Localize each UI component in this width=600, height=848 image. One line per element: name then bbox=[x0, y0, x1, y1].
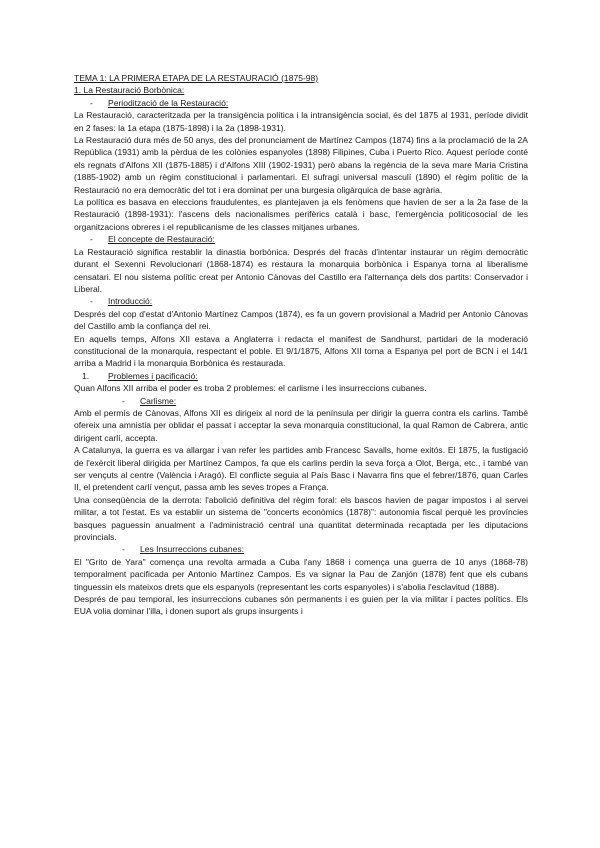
subheading-text: Problemes i pacificació: bbox=[108, 370, 198, 381]
subheading-intro bbox=[74, 295, 528, 307]
paragraph: La política es basava en eleccions fraudulentes, es plantejaven ja els fenòmens que havien de ser a la 2a fase de la Restauració (1898-1931): l'ascens dels nacionalismes perifèrics català i basc, l'emergència politicosocial de les organitzacions obreres i el republicanisme de les classes mitjanes urbanes. bbox=[74, 197, 528, 232]
paragraph: La Restauració significa restablir la dinastia borbònica. Després del fracàs d'intentar instaurar un règim democràtic durant el Sexenni Revolucionari (1868-1874) es restaura la monarquia borbònica i Espanya torna al liberalisme censatari. El nou sistema polític creat per Antonio Cànovas del Castillo era l'alternança dels dos partits: Conservador i Liberal. bbox=[74, 246, 528, 294]
paragraph: La Restauració dura més de 50 anys, des del pronunciament de Martínez Campos (1874) fins a la proclamació de la 2A República (1931) amb la pèrdua de les colònies espanyoles (1898) Filipines, Cuba i Puerto Rico. Aquest període conté els regnats d'Alfons XII (1875-1885) i d'Alfons XIII (1902-1931) però abans la regència de la seva mare Maria Cristina (1885-1902) amb un règim constitucional i parlamentari. El sufragi universal masculí (1890) el règim polític de la Restauració no era democràtic del tot i era dominat per una burgesia oligàrquica de base agrària. bbox=[74, 135, 528, 195]
subheading-text: Introducció: bbox=[108, 296, 153, 307]
subheading-text: Carlisme: bbox=[140, 395, 177, 406]
bullet-dash: - bbox=[90, 234, 93, 245]
subheading-text: Periodització de la Restauració: bbox=[108, 97, 229, 108]
subheading-cuba bbox=[74, 543, 528, 555]
paragraph: La Restauració, caracteritzada per la transigència política i la intransigència social, és del 1875 al 1931, període dividit en 2 fases: la 1a etapa (1875-1898) i la 2a (1898-1931). bbox=[74, 110, 528, 133]
section-heading-text: 1. La Restauració Borbònica: bbox=[74, 85, 185, 96]
paragraph: Quan Alfons XII arriba el poder es troba 2 problemes: el carlisme i les insurreccions cubanes. bbox=[74, 383, 427, 394]
section-heading-restauracio bbox=[74, 84, 528, 96]
paragraph: Després de pau temporal, les insurreccions cubanes són permanents i es guien per la via militar i pactes polítics. Els EUA volia dominar l'illa, i donen suport als grups insurgents i bbox=[74, 594, 528, 617]
document-title: TEMA 1: LA PRIMERA ETAPA DE LA RESTAURACIÓ (1875-98) bbox=[74, 73, 319, 83]
paragraph: Una conseqüència de la derrota: l'abolició definitiva del règim foral: els bascos havien de pagar impostos i al servei militar, a tot l'estat. Es va establir un sistema de "concerts econòmics (1878)": autonomia fiscal perquè les províncies basques paguessin anualment a l'administració central una quantitat determinada recaptada per les diputacions provincials. bbox=[74, 494, 528, 543]
subheading-concept bbox=[74, 233, 528, 245]
subheading-periodization bbox=[74, 97, 528, 109]
bullet-dash: - bbox=[90, 296, 93, 307]
paragraph: A Catalunya, la guerra es va allargar i van refer les partides amb Francesc Savalls, home exitós. El 1875, la fustigació de l'exèrcit liberal dirigida per Martínez Campos, fa que els carlins perdin la seva força a Olot, Berga, etc., i també van ser vençuts al centre (València i Aragó). El conflicte seguia al País Basc i Navarra fins que el febrer/1876, quan Carles II, el pretendent carlí vençut, passa amb les seves tropes a França. bbox=[74, 445, 528, 493]
subheading-carlism bbox=[74, 395, 528, 407]
paragraph: El "Grito de Yara" comença una revolta armada a Cuba l'any 1868 i comença una guerra de 10 anys (1868-78) temporalment pacificada per Antonio Martínez Campos. Es va signar la Pau de Zanjón (1878) fent que els cubans tinguessin els mateixos drets que els espanyols (representant les corts espanyoles) i s'abolia l'esclavitud (1888). bbox=[74, 556, 528, 592]
list-number: 1. bbox=[82, 370, 90, 381]
document-body bbox=[74, 72, 528, 618]
paragraph: Amb el permís de Cànovas, Alfons XII es dirigeix al nord de la península per dirigir la guerra contra els carlins. També ofereix una amnistia per oblidar el passat i acceptar la seva monarquia constitucional, la qual Ramon de Cabrera, antic dirigent carlí, accepta. bbox=[74, 407, 528, 443]
bullet-dash: - bbox=[90, 97, 93, 108]
bullet-dash: - bbox=[122, 544, 125, 555]
subheading-problems bbox=[74, 370, 528, 382]
subheading-text: El concepte de Restauració: bbox=[108, 234, 215, 245]
subheading-text: Les Insurreccions cubanes: bbox=[140, 544, 245, 555]
paragraph: Després del cop d'estat d'Antonio Martínez Campos (1874), es fa un govern provisional a Madrid per Antonio Cànovas del Castillo amb la confiança del rei. bbox=[74, 308, 528, 332]
paragraph: En aquells temps, Alfons XII estava a Anglaterra i redacta el manifest de Sandhurst, partidari de la moderació constitucional de la monarquia, respectant el poble. El 9/1/1875, Alfons XII torna a Espanya pel port de BCN i el 14/1 arriba a Madrid i la monarquia Borbònica és restaurada. bbox=[74, 333, 528, 369]
bullet-dash: - bbox=[122, 395, 125, 406]
